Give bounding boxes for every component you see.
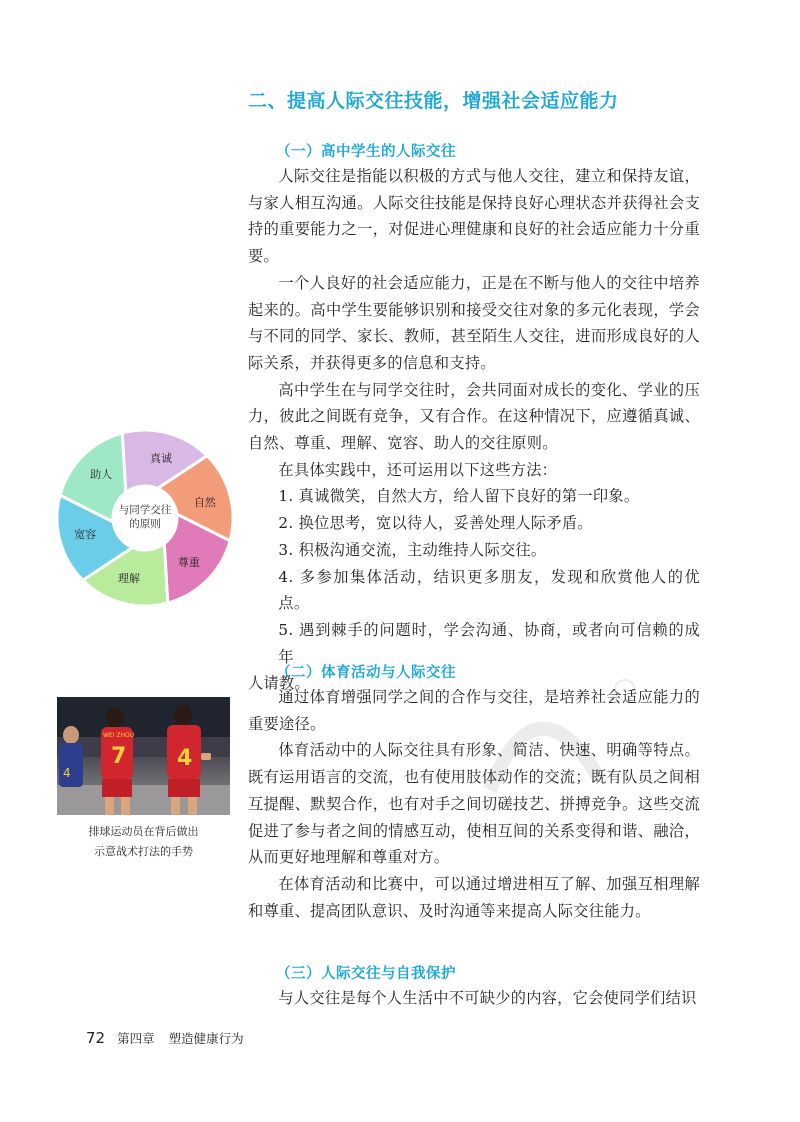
svg-text:4: 4	[63, 766, 71, 780]
wheel-center-line1: 与同学交往	[118, 504, 172, 516]
jersey-number-b: 4	[177, 746, 193, 771]
volleyball-photo	[57, 697, 230, 815]
wheel-segment-label: 真诚	[150, 452, 173, 466]
page-number: 72	[86, 1029, 106, 1047]
paragraph: 一个人良好的社会适应能力，正是在不断与他人的交往中培养起来的。高中学生要能够识别和接受交往对象的多元化表现，学会与不同的同学、家长、教师，甚至陌生人交往，进而形成良好的人际关系，并获得更多的信息和支持。	[248, 273, 700, 372]
caption-line: 示意战术打法的手势	[94, 845, 193, 858]
paragraph: 人际交往是指能以积极的方式与他人交往，建立和保持友谊，与家人相互沟通。人际交往技能是保持良好心理状态并获得社会支持的重要能力之一，对促进心理健康和良好的社会适应能力十分重要。	[248, 167, 700, 266]
paragraph: 与人交往是每个人生活中不可缺少的内容，它会使同学们结识	[278, 989, 697, 1007]
photo-caption	[57, 822, 230, 862]
wheel-segment-label: 自然	[193, 495, 216, 509]
chapter-title: 塑造健康行为	[168, 1031, 244, 1046]
method-item: 4. 多参加集体活动，结识更多朋友，发现和欣赏他人的优点。	[278, 567, 700, 613]
paragraph: 通过体育增强同学之间的合作与交往，是培养社会适应能力的重要途径。	[248, 688, 700, 733]
subsection-title-1: （一）高中学生的人际交往	[276, 144, 456, 160]
subsection-3-body	[248, 985, 700, 1012]
jersey-number-a: 7	[111, 744, 127, 769]
wheel-segment-label: 尊重	[177, 555, 200, 569]
chapter-number: 第四章	[117, 1031, 155, 1046]
wheel-segment-label: 助人	[90, 468, 113, 482]
subsection-title-3: （三）人际交往与自我保护	[276, 966, 456, 982]
paragraph: 体育活动中的人际交往具有形象、简洁、快速、明确等特点。既有运用语言的交流，也有使用肢体动作的交流；既有队员之间相互提醒、默契合作，也有对手之间切磋技艺、拼搏竞争。这些交流促进了参与者之间的情感互动，使相互间的关系变得和谐、融洽，从而更好地理解和尊重对方。	[248, 741, 700, 867]
caption-line: 排球运动员在背后做出	[88, 825, 199, 838]
subsection-1-body	[248, 163, 700, 697]
method-item-continued: 人请教。	[248, 674, 310, 693]
subsection-2-body	[248, 684, 700, 924]
wheel-segment-label: 理解	[117, 571, 140, 585]
wheel-segment-label: 宽容	[74, 528, 97, 542]
method-item: 5. 遇到棘手的问题时，学会沟通、协商，或者向可信赖的成年	[278, 620, 700, 666]
section-title: 二、提高人际交往技能，增强社会适应能力	[248, 90, 619, 112]
paragraph: 在体育活动和比赛中，可以通过增进相互了解、加强互相理解和尊重、提高团队意识、及时沟通等来提高人际交往能力。	[248, 874, 700, 920]
paragraph: 在具体实践中，还可运用以下这些方法：	[278, 460, 558, 479]
method-item: 2. 换位思考，宽以待人，妥善处理人际矛盾。	[278, 514, 593, 533]
page-footer	[86, 1029, 244, 1047]
method-item: 1. 真诚微笑，自然大方，给人留下良好的第一印象。	[278, 487, 640, 506]
method-item: 3. 积极沟通交流，主动维持人际交往。	[278, 540, 547, 559]
paragraph: 高中学生在与同学交往时，会共同面对成长的变化、学业的压力，彼此之间既有竞争，又有合作。在这种情况下，应遵循真诚、自然、尊重、理解、宽容、助人的交往原则。	[248, 380, 700, 453]
jersey-name: WEI ZHOU	[103, 732, 135, 739]
principles-wheel	[55, 428, 235, 608]
subsection-title-2: （二）体育活动与人际交往	[276, 665, 456, 681]
wheel-center-line2: 的原则	[129, 518, 161, 530]
